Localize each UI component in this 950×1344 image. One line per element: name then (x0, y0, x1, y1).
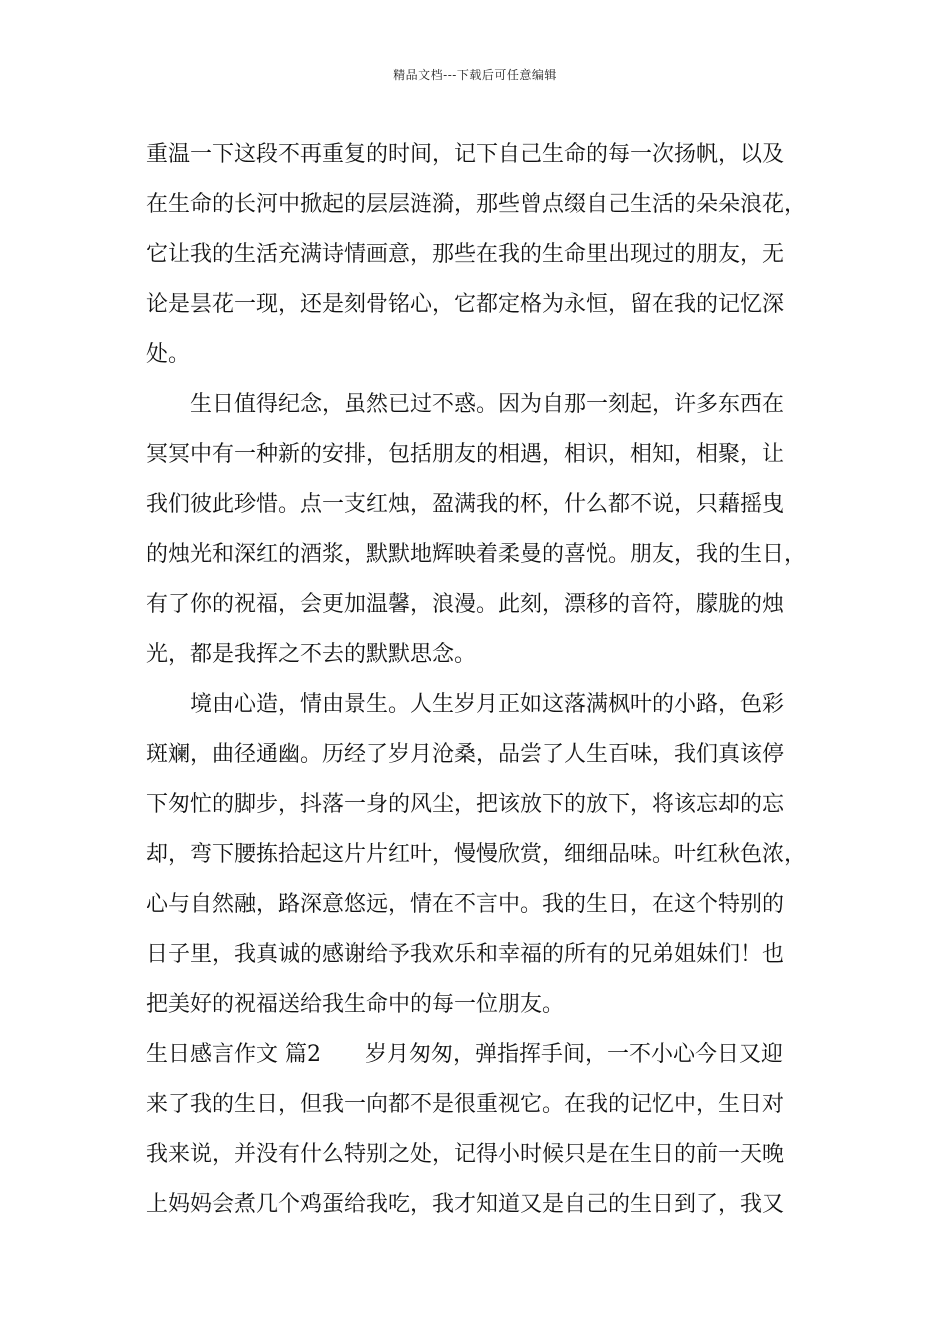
section-heading: 生日感言作文 篇2 (146, 1042, 321, 1067)
text-line: 却，弯下腰拣拾起这片片红叶，慢慢欣赏，细细品味。叶红秋色浓， (146, 842, 807, 867)
text-line-with-heading (146, 1030, 806, 1080)
text-line: 它让我的生活充满诗情画意，那些在我的生命里出现过的朋友，无 (146, 242, 785, 267)
text-line: 冥冥中有一种新的安排，包括朋友的相遇，相识，相知，相聚，让 (146, 442, 785, 467)
text-line: 岁月匆匆，弹指挥手间，一不小心今日又迎 (365, 1042, 784, 1067)
text-line: 我来说，并没有什么特别之处，记得小时候只是在生日的前一天晚 (146, 1142, 785, 1167)
text-line: 的烛光和深红的酒浆，默默地辉映着柔曼的喜悦。朋友，我的生日， (146, 542, 807, 567)
text-line: 斑斓，曲径通幽。历经了岁月沧桑，品尝了人生百味，我们真该停 (146, 742, 785, 767)
text-line: 重温一下这段不再重复的时间，记下自己生命的每一次扬帆，以及 (146, 142, 785, 167)
text-line: 上妈妈会煮几个鸡蛋给我吃，我才知道又是自己的生日到了，我又 (146, 1192, 785, 1217)
document-body (146, 130, 806, 1230)
text-line: 有了你的祝福，会更加温馨，浪漫。此刻，漂移的音符，朦胧的烛 (146, 592, 785, 617)
text-line: 生日值得纪念，虽然已过不惑。因为自那一刻起，许多东西在 (190, 392, 785, 417)
text-line: 下匆忙的脚步，抖落一身的风尘，把该放下的放下，将该忘却的忘 (146, 792, 785, 817)
paragraph-1 (146, 130, 806, 380)
text-line: 心与自然融，路深意悠远，情在不言中。我的生日，在这个特别的 (146, 892, 785, 917)
paragraph-2 (146, 380, 806, 680)
text-line: 把美好的祝福送给我生命中的每一位朋友。 (146, 992, 565, 1017)
text-line: 光，都是我挥之不去的默默思念。 (146, 642, 477, 667)
text-line: 我们彼此珍惜。点一支红烛，盈满我的杯，什么都不说，只藉摇曳 (146, 492, 785, 517)
paragraph-4 (146, 1030, 806, 1230)
text-line: 在生命的长河中掀起的层层涟漪，那些曾点缀自己生活的朵朵浪花， (146, 192, 807, 217)
paragraph-3 (146, 680, 806, 1030)
text-line: 日子里，我真诚的感谢给予我欢乐和幸福的所有的兄弟姐妹们！也 (146, 942, 785, 967)
text-line: 境由心造，情由景生。人生岁月正如这落满枫叶的小路，色彩 (190, 692, 785, 717)
page-header: 精品文档---下载后可任意编辑 (393, 68, 557, 82)
text-line: 来了我的生日，但我一向都不是很重视它。在我的记忆中，生日对 (146, 1092, 785, 1117)
text-line: 处。 (146, 342, 191, 367)
text-line: 论是昙花一现，还是刻骨铭心，它都定格为永恒，留在我的记忆深 (146, 292, 785, 317)
